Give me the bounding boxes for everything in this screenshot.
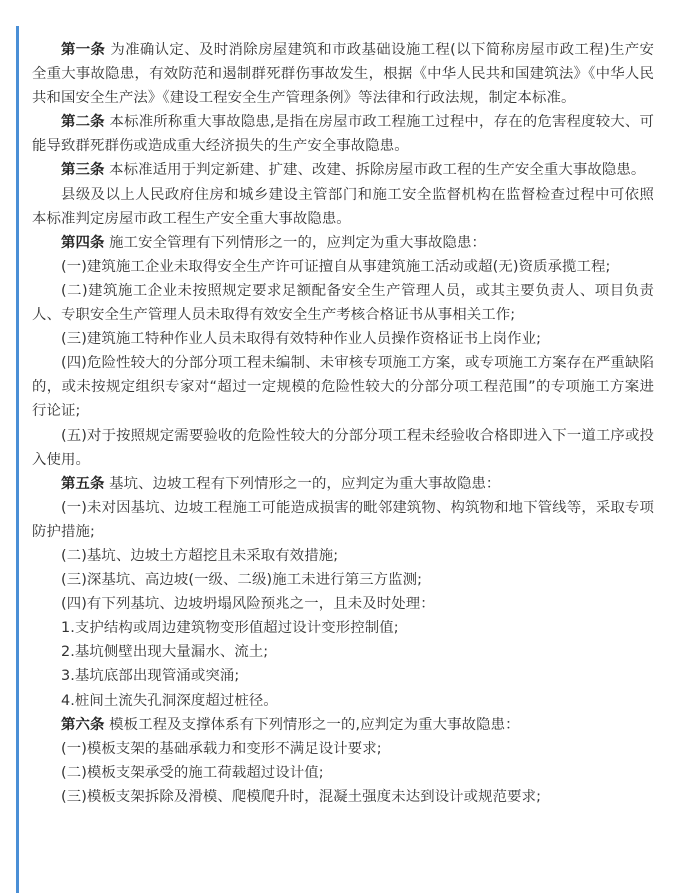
- paragraph-text: 3.基坑底部出现管涌或突涌;: [61, 668, 240, 685]
- paragraph: [32, 424, 654, 472]
- paragraph-text: 1.支护结构或周边建筑物变形值超过设计变形控制值;: [61, 620, 399, 637]
- paragraph: [32, 255, 654, 279]
- paragraph-text: (三)模板支架拆除及滑模、爬模爬升时，混凝土强度未达到设计或规范要求;: [61, 788, 542, 805]
- article-number: 第二条: [61, 114, 105, 131]
- paragraph: [32, 231, 654, 255]
- paragraph: [32, 689, 654, 713]
- paragraph: [32, 110, 654, 158]
- paragraph-text: (四)有下列基坑、边坡坍塌风险预兆之一，且未及时处理：: [61, 596, 435, 613]
- paragraph-text: (一)未对因基坑、边坡工程施工可能造成损害的毗邻建筑物、构筑物和地下管线等，采取专项防护措施;: [32, 499, 654, 540]
- paragraph-text: 施工安全管理有下列情形之一的，应判定为重大事故隐患：: [109, 234, 486, 251]
- paragraph: [32, 737, 654, 761]
- quote-accent-bar: [16, 26, 19, 893]
- paragraph: [32, 327, 654, 351]
- paragraph: [32, 664, 654, 688]
- paragraph: [32, 592, 654, 616]
- paragraph: [32, 351, 654, 423]
- paragraph: [32, 568, 654, 592]
- paragraph-text: (三)建筑施工特种作业人员未取得有效特种作业人员操作资格证书上岗作业;: [61, 331, 542, 348]
- paragraph-text: 为准确认定、及时消除房屋建筑和市政基础设施工程(以下简称房屋市政工程)生产安全重大事故隐患，有效防范和遏制群死群伤事故发生，根据《中华人民共和国建筑法》《中华人民共和国安全生产法》《建设工程安全生产管理条例》等法律和行政法规，制定本标准。: [32, 42, 654, 107]
- paragraph: [32, 472, 654, 496]
- paragraph-text: (四)危险性较大的分部分项工程未编制、未审核专项施工方案，或专项施工方案存在严重缺陷的，或未按规定组织专家对“超过一定规模的危险性较大的分部分项工程范围”的专项施工方案进行论证;: [32, 355, 654, 420]
- paragraph-text: (二)模板支架承受的施工荷载超过设计值;: [61, 764, 324, 781]
- paragraph-text: (三)深基坑、高边坡(一级、二级)施工未进行第三方监测;: [61, 572, 423, 589]
- paragraph-text: 本标准适用于判定新建、扩建、改建、拆除房屋市政工程的生产安全重大事故隐患。: [109, 162, 646, 179]
- paragraph: [32, 544, 654, 568]
- paragraph-text: 县级及以上人民政府住房和城乡建设主管部门和施工安全监督机构在监督检查过程中可依照本标准判定房屋市政工程生产安全重大事故隐患。: [32, 186, 654, 227]
- paragraph-text: (二)建筑施工企业未按照规定要求足额配备安全生产管理人员，或其主要负责人、项目负责人、专职安全生产管理人员未取得有效安全生产考核合格证书从事相关工作;: [32, 282, 654, 324]
- paragraph: [32, 761, 654, 785]
- paragraph-text: 本标准所称重大事故隐患,是指在房屋市政工程施工过程中，存在的危害程度较大、可能导致群死群伤或造成重大经济损失的生产安全事故隐患。: [32, 114, 654, 155]
- paragraph-text: 4.桩间土流失孔洞深度超过桩径。: [61, 692, 278, 709]
- paragraph: [32, 616, 654, 640]
- paragraph: [32, 158, 654, 182]
- paragraph-text: (一)建筑施工企业未取得安全生产许可证擅自从事建筑施工活动或超(无)资质承揽工程;: [61, 258, 611, 275]
- document-body: [32, 38, 654, 809]
- paragraph-text: 2.基坑侧壁出现大量漏水、流土;: [61, 644, 269, 661]
- paragraph-text: 基坑、边坡工程有下列情形之一的，应判定为重大事故隐患：: [109, 475, 501, 492]
- paragraph: [32, 640, 654, 664]
- article-number: 第五条: [61, 475, 105, 492]
- article-number: 第四条: [61, 234, 105, 251]
- paragraph-text: (二)基坑、边坡土方超挖且未采取有效措施;: [61, 547, 339, 564]
- article-number: 第六条: [61, 716, 105, 733]
- article-number: 第一条: [61, 42, 106, 58]
- paragraph-text: 模板工程及支撑体系有下列情形之一的,应判定为重大事故隐患：: [109, 716, 520, 733]
- paragraph: [32, 183, 654, 231]
- paragraph: [32, 279, 654, 327]
- paragraph: [32, 496, 654, 544]
- paragraph: [32, 713, 654, 737]
- paragraph-text: (一)模板支架的基础承载力和变形不满足设计要求;: [61, 740, 382, 757]
- paragraph: [32, 785, 654, 809]
- paragraph: [32, 38, 654, 110]
- article-number: 第三条: [61, 162, 105, 179]
- paragraph-text: (五)对于按照规定需要验收的危险性较大的分部分项工程未经验收合格即进入下一道工序或投入使用。: [32, 427, 654, 468]
